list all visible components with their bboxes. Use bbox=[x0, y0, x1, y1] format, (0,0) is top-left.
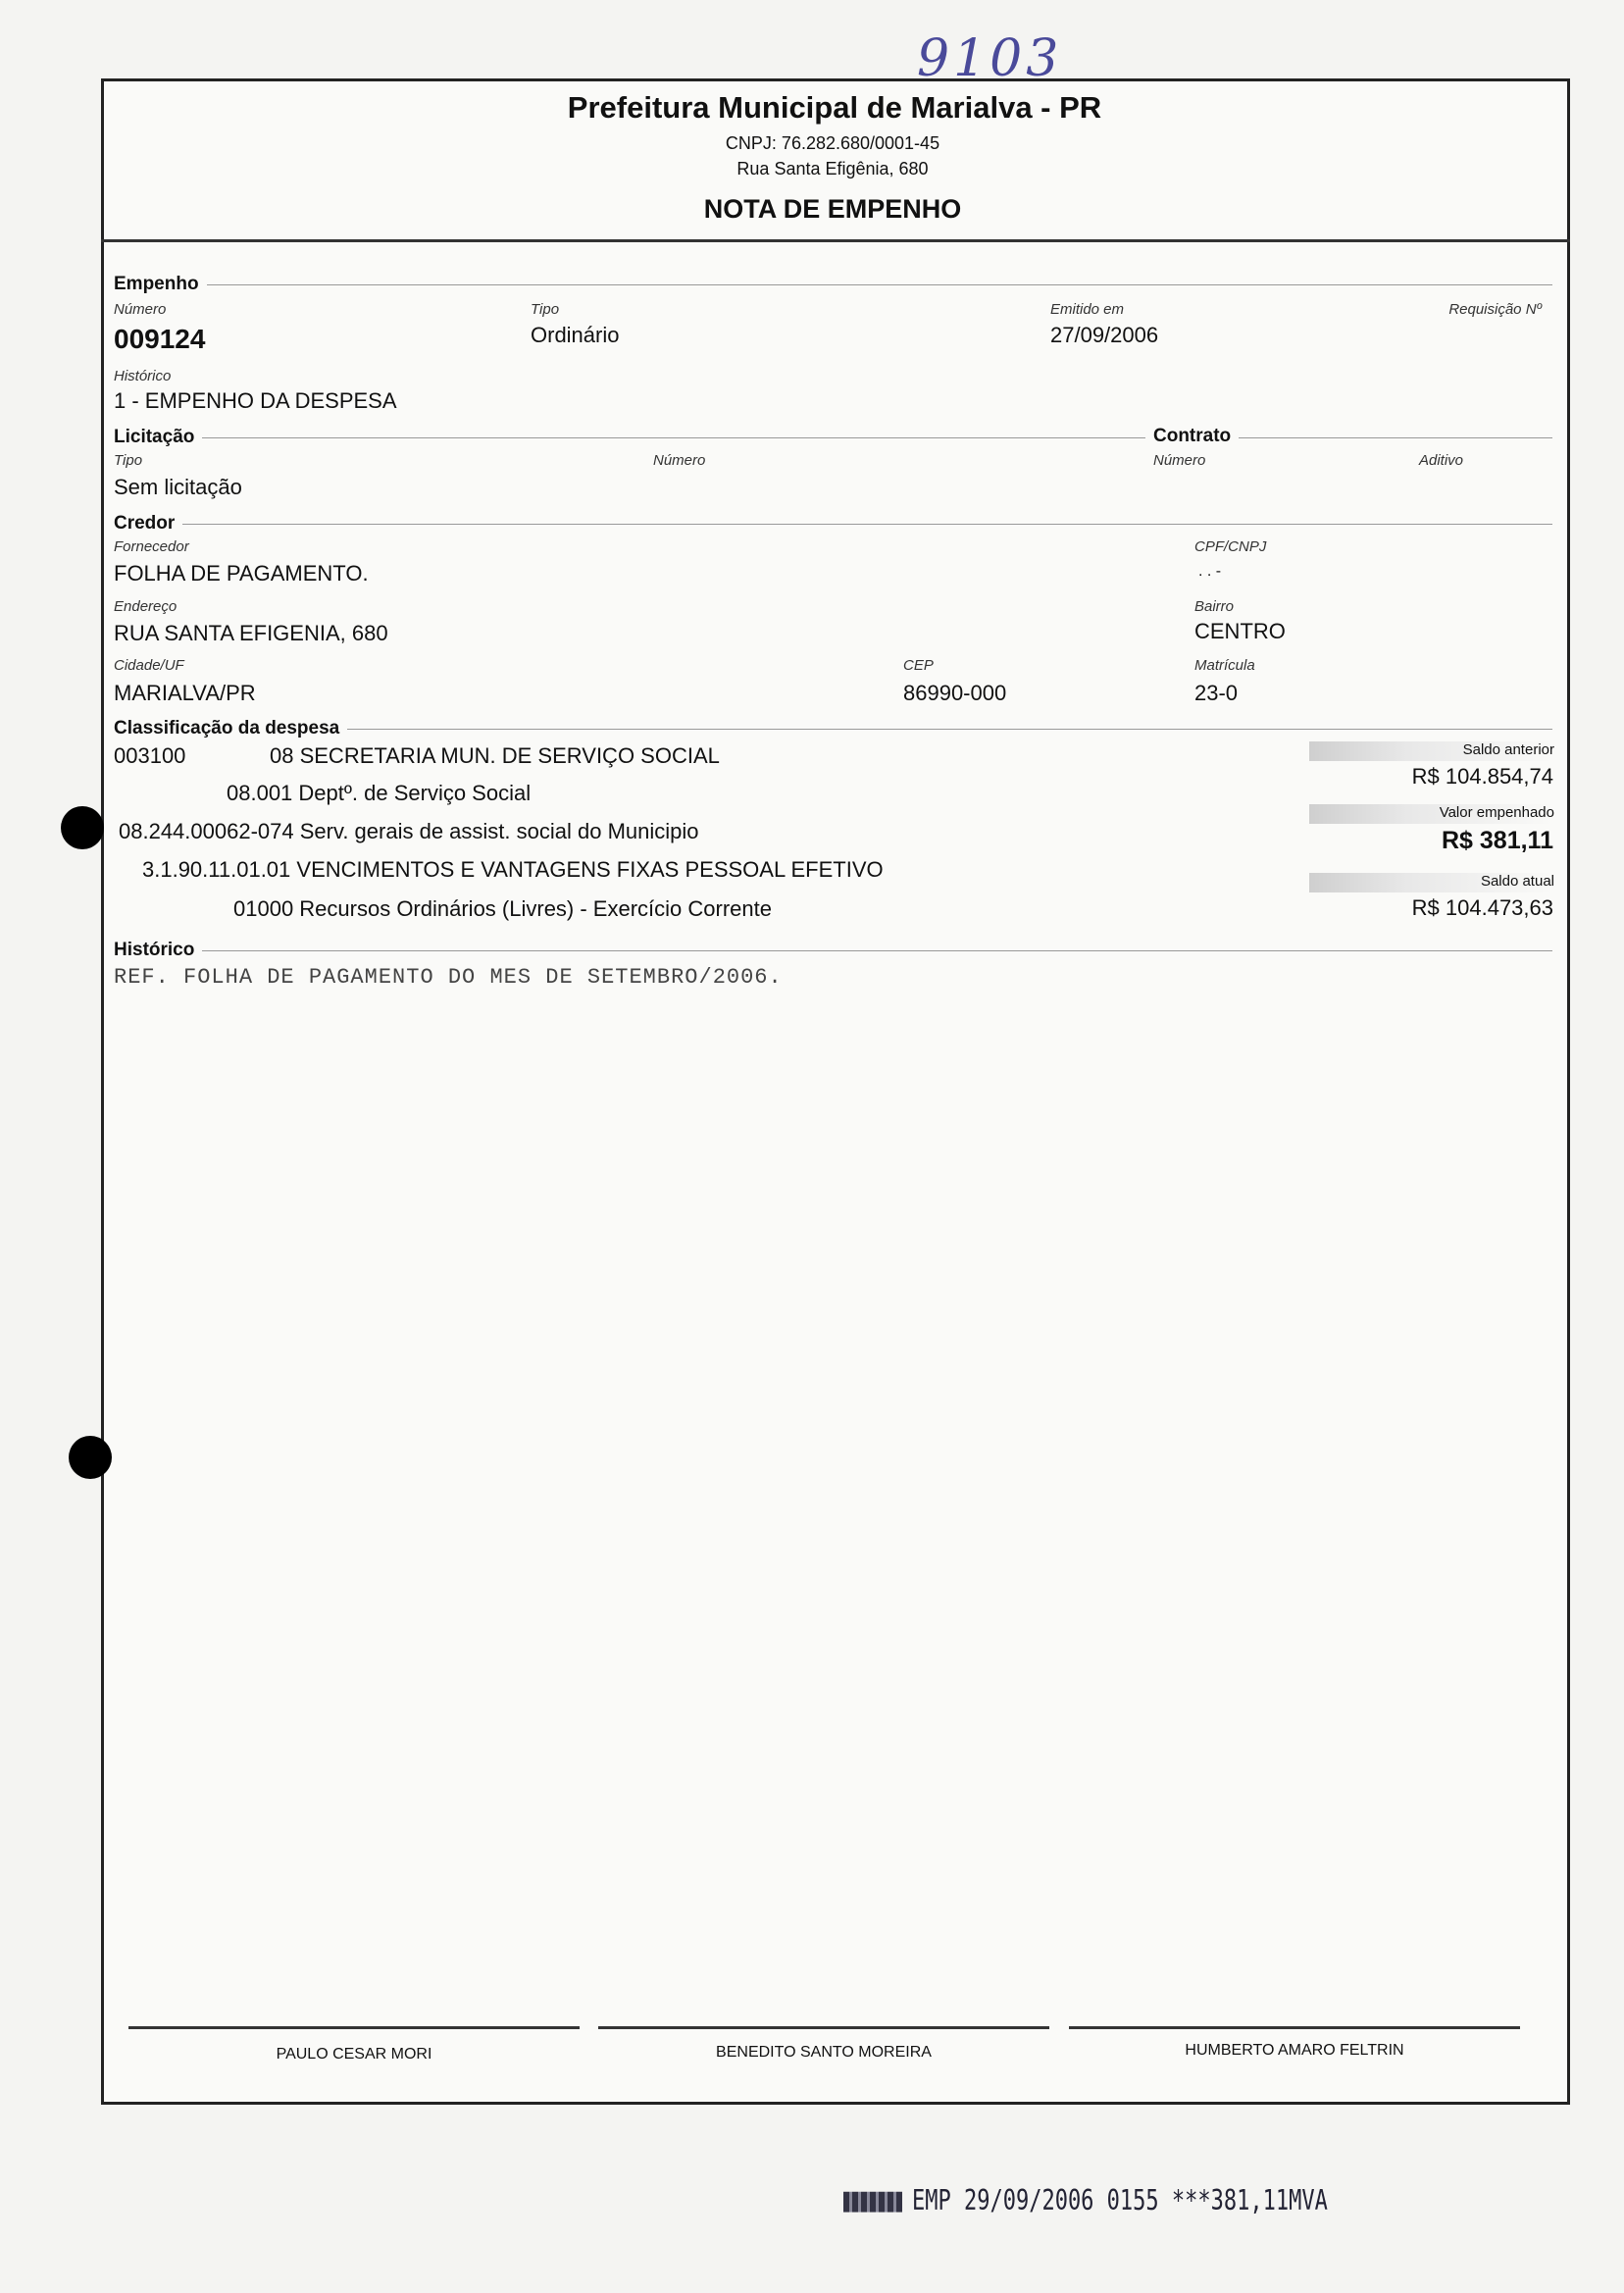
fornecedor-caption: Fornecedor bbox=[114, 538, 189, 555]
matricula-value: 23-0 bbox=[1194, 681, 1239, 705]
licitacao-divider bbox=[116, 437, 1552, 438]
classificacao-secretaria: 08 SECRETARIA MUN. DE SERVIÇO SOCIAL bbox=[270, 743, 720, 768]
empenho-divider bbox=[116, 284, 1552, 285]
licitacao-tipo-caption: Tipo bbox=[114, 452, 143, 469]
valor-empenhado-label: Valor empenhado bbox=[1309, 804, 1554, 824]
cnpj-text: CNPJ: 76.282.680/0001-45 bbox=[725, 133, 940, 153]
signature-line-3 bbox=[1069, 2026, 1520, 2029]
classificacao-programa: 08.244.00062-074 Serv. gerais de assist. social do Municipio bbox=[119, 819, 699, 843]
bairro-value: CENTRO bbox=[1194, 619, 1286, 643]
cep-value: 86990-000 bbox=[903, 681, 1007, 705]
licitacao-tipo: Sem licitação bbox=[114, 475, 242, 499]
credor-divider bbox=[116, 524, 1552, 525]
empenho-historico: 1 - EMPENHO DA DESPESA bbox=[114, 388, 397, 413]
document-frame bbox=[101, 78, 1570, 2105]
saldo-anterior-value: R$ 104.854,74 bbox=[1411, 764, 1553, 789]
stamp-logo-icon bbox=[843, 2192, 902, 2213]
tipo-caption: Tipo bbox=[531, 301, 560, 318]
address-text: Rua Santa Efigênia, 680 bbox=[736, 159, 929, 178]
signature-name-2: BENEDITO SANTO MOREIRA bbox=[716, 2044, 932, 2061]
signature-name-3: HUMBERTO AMARO FELTRIN bbox=[1185, 2042, 1404, 2059]
historico-text: REF. FOLHA DE PAGAMENTO DO MES DE SETEMBRO/2006. bbox=[114, 965, 783, 990]
emitido-caption: Emitido em bbox=[1050, 301, 1125, 318]
punch-hole-top bbox=[61, 806, 104, 849]
bairro-caption: Bairro bbox=[1194, 598, 1235, 615]
fornecedor-name: FOLHA DE PAGAMENTO. bbox=[114, 561, 369, 586]
classificacao-recurso: 01000 Recursos Ordinários (Livres) - Exercício Corrente bbox=[233, 896, 772, 921]
licitacao-numero-caption: Número bbox=[653, 452, 706, 469]
empenho-tipo: Ordinário bbox=[531, 323, 620, 347]
handwritten-page-number: 9103 bbox=[917, 29, 1063, 88]
historico-section-label: Histórico bbox=[114, 940, 202, 961]
saldo-atual-value: R$ 104.473,63 bbox=[1411, 895, 1553, 920]
contrato-aditivo-caption: Aditivo bbox=[1419, 452, 1464, 469]
header-divider bbox=[101, 239, 1570, 242]
endereco-value: RUA SANTA EFIGENIA, 680 bbox=[114, 621, 388, 645]
stamp-text: EMP 29/09/2006 0155 ***381,11MVA bbox=[912, 2185, 1328, 2217]
classificacao-departamento: 08.001 Deptº. de Serviço Social bbox=[227, 781, 532, 805]
historico-divider bbox=[116, 950, 1552, 951]
signature-line-2 bbox=[598, 2026, 1049, 2029]
endereco-caption: Endereço bbox=[114, 598, 178, 615]
credor-section-label: Credor bbox=[114, 513, 182, 535]
classificacao-code: 003100 bbox=[114, 743, 186, 768]
document-title: NOTA DE EMPENHO bbox=[703, 194, 962, 224]
signature-name-1: PAULO CESAR MORI bbox=[276, 2046, 432, 2063]
cep-caption: CEP bbox=[903, 657, 934, 674]
contrato-section-label: Contrato bbox=[1145, 426, 1239, 447]
cidade-caption: Cidade/UF bbox=[114, 657, 184, 674]
valor-empenhado-value: R$ 381,11 bbox=[1442, 827, 1553, 854]
cidade-value: MARIALVA/PR bbox=[114, 681, 256, 705]
punch-hole-bottom bbox=[69, 1436, 112, 1479]
cpf-value: . . - bbox=[1198, 563, 1222, 580]
historico-caption: Histórico bbox=[114, 368, 172, 384]
emitido-date: 27/09/2006 bbox=[1050, 323, 1159, 347]
saldo-atual-label: Saldo atual bbox=[1309, 873, 1554, 892]
protocol-stamp bbox=[843, 2185, 1328, 2217]
empenho-section-label: Empenho bbox=[114, 274, 207, 295]
classificacao-section-label: Classificação da despesa bbox=[114, 718, 347, 739]
requisicao-caption: Requisição Nº bbox=[1448, 301, 1542, 318]
classificacao-elemento: 3.1.90.11.01.01 VENCIMENTOS E VANTAGENS FIXAS PESSOAL EFETIVO bbox=[142, 857, 884, 882]
numero-caption: Número bbox=[114, 301, 167, 318]
saldo-anterior-label: Saldo anterior bbox=[1309, 741, 1554, 761]
matricula-caption: Matrícula bbox=[1194, 657, 1255, 674]
contrato-numero-caption: Número bbox=[1153, 452, 1206, 469]
empenho-number: 009124 bbox=[114, 324, 206, 354]
page-title: Prefeitura Municipal de Marialva - PR bbox=[567, 90, 1102, 125]
licitacao-section-label: Licitação bbox=[114, 427, 202, 448]
cpf-caption: CPF/CNPJ bbox=[1194, 538, 1267, 555]
signature-line-1 bbox=[128, 2026, 580, 2029]
